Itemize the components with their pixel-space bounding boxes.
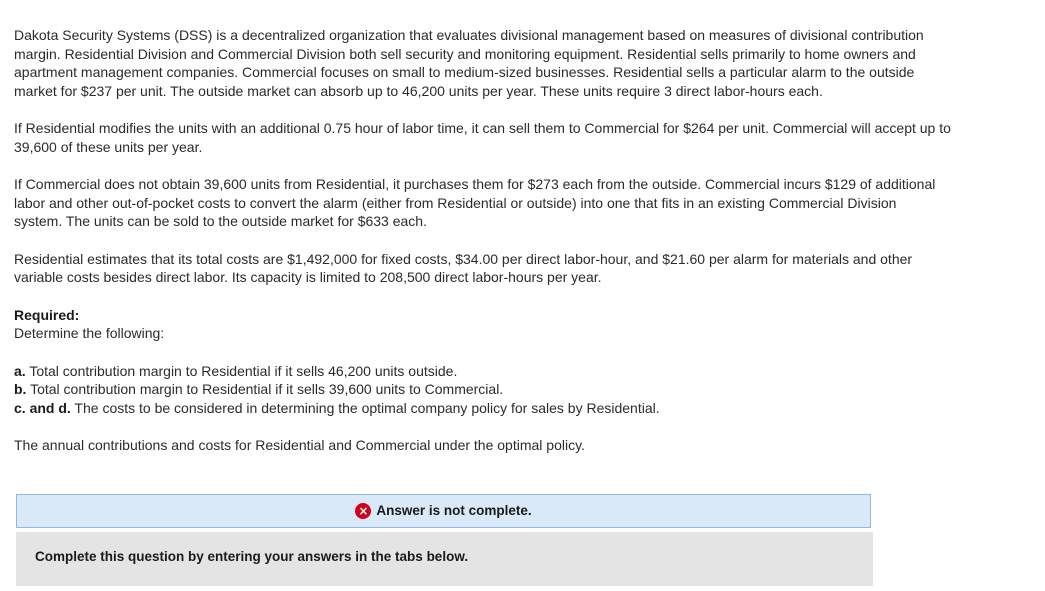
costs-paragraph: Residential estimates that its total costs are $1,492,000 for fixed costs, $34.00 per direct labor-hour, and $21.60 per alarm for materials and other variable costs besides direct labor. Its capacity is limited to 208,500 direct labor-hours per year.: [14, 250, 913, 285]
answer-status-text: Answer is not complete.: [376, 502, 532, 518]
policy-line: The annual contributions and costs for Residential and Commercial under the optimal policy.: [14, 437, 585, 453]
requirement-item-b: [14, 380, 959, 399]
requirement-item-a: [14, 362, 959, 381]
requirement-prefix: c. and d.: [14, 399, 71, 416]
requirement-prefix: a.: [14, 362, 26, 379]
instructions-box: [16, 532, 873, 586]
requirement-text: Total contribution margin to Residential if it sells 39,600 units to Commercial.: [26, 381, 504, 397]
required-label: Required:: [14, 306, 80, 323]
transfer-paragraph: If Residential modifies the units with an additional 0.75 hour of labor time, it can sell them to Commercial for $264 per unit. Commercial will accept up to 39,600 of these units per year.: [14, 120, 951, 155]
commercial-paragraph: If Commercial does not obtain 39,600 units from Residential, it purchases them for $273 each from the outside. Commercial incurs $129 of additional labor and other out-of-pocket costs to convert the alarm (either from Residential or outside) into one that fits in an existing Commercial Division system. The units can be sold to the outside market for $633 each.: [14, 176, 936, 229]
required-intro: Determine the following:: [14, 325, 165, 341]
x-circle-icon: ×: [355, 503, 371, 519]
requirement-text: Total contribution margin to Residential if it sells 46,200 units outside.: [25, 362, 458, 379]
requirement-item-cd: [14, 399, 959, 418]
answer-status-bar: [16, 494, 871, 528]
requirements-list: [14, 362, 959, 418]
requirement-prefix: b.: [14, 381, 27, 397]
intro-paragraph: Dakota Security Systems (DSS) is a decentralized organization that evaluates divisional management based on measures of divisional contribution margin. Residential Division and Commercial Division both sell security and monitoring equipment. Residential sells primarily to home owners and apartment management companies. Commercial focuses on small to medium-sized businesses. Residential sells a particular alarm to the outside market for $237 per unit. The outside market can absorb up to 46,200 units per year. These units require 3 direct labor-hours each.: [14, 27, 924, 99]
instructions-text: Complete this question by entering your answers in the tabs below.: [35, 549, 469, 564]
required-section: [14, 306, 959, 343]
requirement-text: The costs to be considered in determining the optimal company policy for sales by Residential.: [70, 399, 660, 416]
